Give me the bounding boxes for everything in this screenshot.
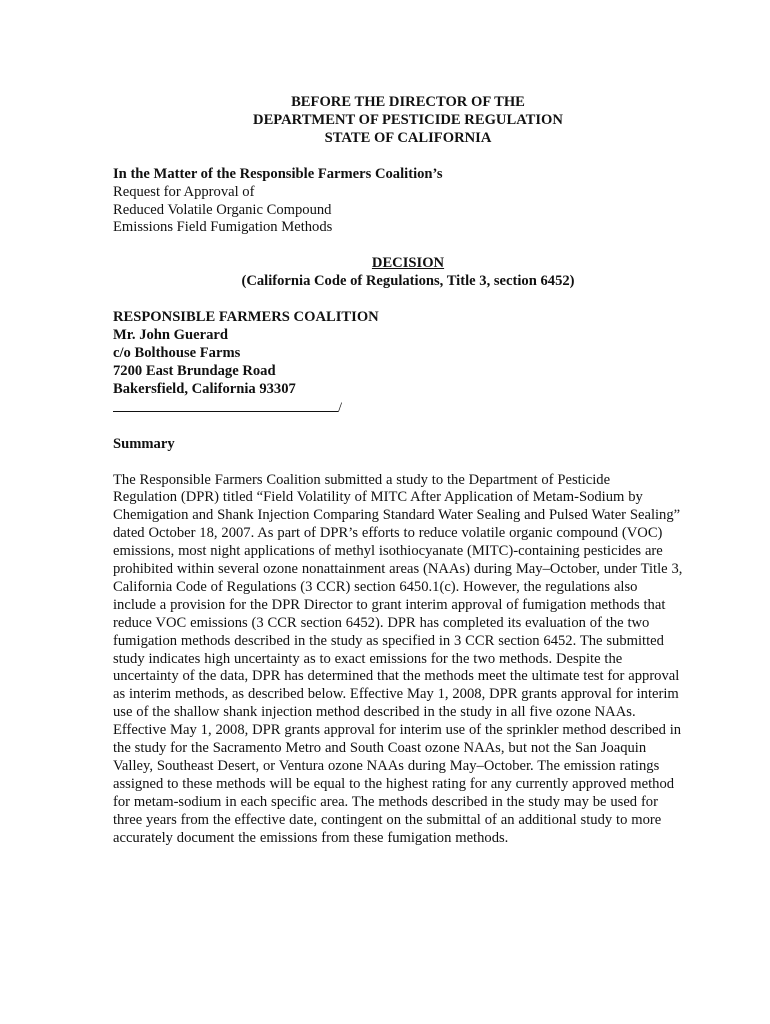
summary-line: study indicates high uncertainty as to exact emissions for the two methods. Despite the xyxy=(113,650,623,667)
summary-line: as interim methods, as described below. Effective May 1, 2008, DPR grants approval for interim xyxy=(113,686,679,703)
summary-line: reduce VOC emissions (3 CCR section 6452). DPR has completed its evaluation of the two xyxy=(113,614,650,631)
document-header xyxy=(113,94,703,148)
summary-line: California Code of Regulations (3 CCR) section 6450.1(c). However, the regulations also xyxy=(113,578,638,595)
summary-line: include a provision for the DPR Director to grant interim approval of fumigation methods that xyxy=(113,596,666,613)
summary-line: for metam-sodium in each specific area. The methods described in the study may be used for xyxy=(113,793,658,810)
matter-line: Reduced Volatile Organic Compound xyxy=(113,201,332,218)
summary-paragraph xyxy=(113,472,703,848)
summary-line: use of the shallow shank injection method described in the study in all five ozone NAAs. xyxy=(113,704,636,721)
summary-line: Valley, Southeast Desert, or Ventura ozone NAAs during May–October. The emission ratings xyxy=(113,758,660,774)
matter-caption xyxy=(113,166,703,238)
summary-line: the study for the Sacramento Metro and South Coast ozone NAAs, but not the San Joaquin xyxy=(113,740,647,757)
header-line-department: DEPARTMENT OF PESTICIDE REGULATION xyxy=(253,111,563,128)
signature-suffix: / xyxy=(338,399,343,416)
address-line: 7200 East Brundage Road xyxy=(113,362,276,379)
matter-heading: In the Matter of the Responsible Farmers Coalition’s xyxy=(113,165,443,182)
document-body xyxy=(113,94,703,848)
summary-line: dated October 18, 2007. As part of DPR’s efforts to reduce volatile organic compound (VOC) xyxy=(113,525,663,542)
decision-block xyxy=(113,255,703,291)
address-line: Mr. John Guerard xyxy=(113,327,228,344)
matter-line: Request for Approval of xyxy=(113,183,255,200)
summary-line: accurately document the emissions from these fumigation methods. xyxy=(113,829,509,846)
address-line: Bakersfield, California 93307 xyxy=(113,380,296,397)
decision-citation: (California Code of Regulations, Title 3, section 6452) xyxy=(241,273,575,290)
address-block xyxy=(113,309,703,399)
summary-line: fumigation methods described in the study as specified in 3 CCR section 6452. The submitted xyxy=(113,632,664,649)
summary-line: Regulation (DPR) titled “Field Volatility of MITC After Application of Metam-Sodium by xyxy=(113,489,643,506)
address-line: RESPONSIBLE FARMERS COALITION xyxy=(113,309,379,326)
decision-title: DECISION xyxy=(371,255,445,272)
matter-line: Emissions Field Fumigation Methods xyxy=(113,219,333,236)
summary-line: prohibited within several ozone nonattainment areas (NAAs) during May–October, under Title 3, xyxy=(113,561,683,578)
summary-line: assigned to these methods will be equal to the highest rating for any currently approved method xyxy=(113,775,675,792)
summary-line: The Responsible Farmers Coalition submitted a study to the Department of Pesticide xyxy=(113,471,611,488)
summary-line: uncertainty of the data, DPR has determined that the methods meet the ultimate test for approval xyxy=(113,668,680,685)
signature-line xyxy=(113,399,703,418)
summary-line: three years from the effective date, contingent on the submittal of an additional study to more xyxy=(113,811,662,828)
address-line: c/o Bolthouse Farms xyxy=(113,344,241,361)
summary-line: Effective May 1, 2008, DPR grants approval for interim use of the sprinkler method described in xyxy=(113,722,682,739)
signature-rule xyxy=(113,399,338,412)
header-line-state: STATE OF CALIFORNIA xyxy=(324,129,492,146)
summary-line: Chemigation and Shank Injection Comparing Standard Water Sealing and Pulsed Water Sealing” xyxy=(113,507,681,524)
summary-heading: Summary xyxy=(113,435,175,452)
header-line-director: BEFORE THE DIRECTOR OF THE xyxy=(291,94,525,110)
summary-line: emissions, most night applications of methyl isothiocyanate (MITC)-containing pesticides are xyxy=(113,543,663,560)
